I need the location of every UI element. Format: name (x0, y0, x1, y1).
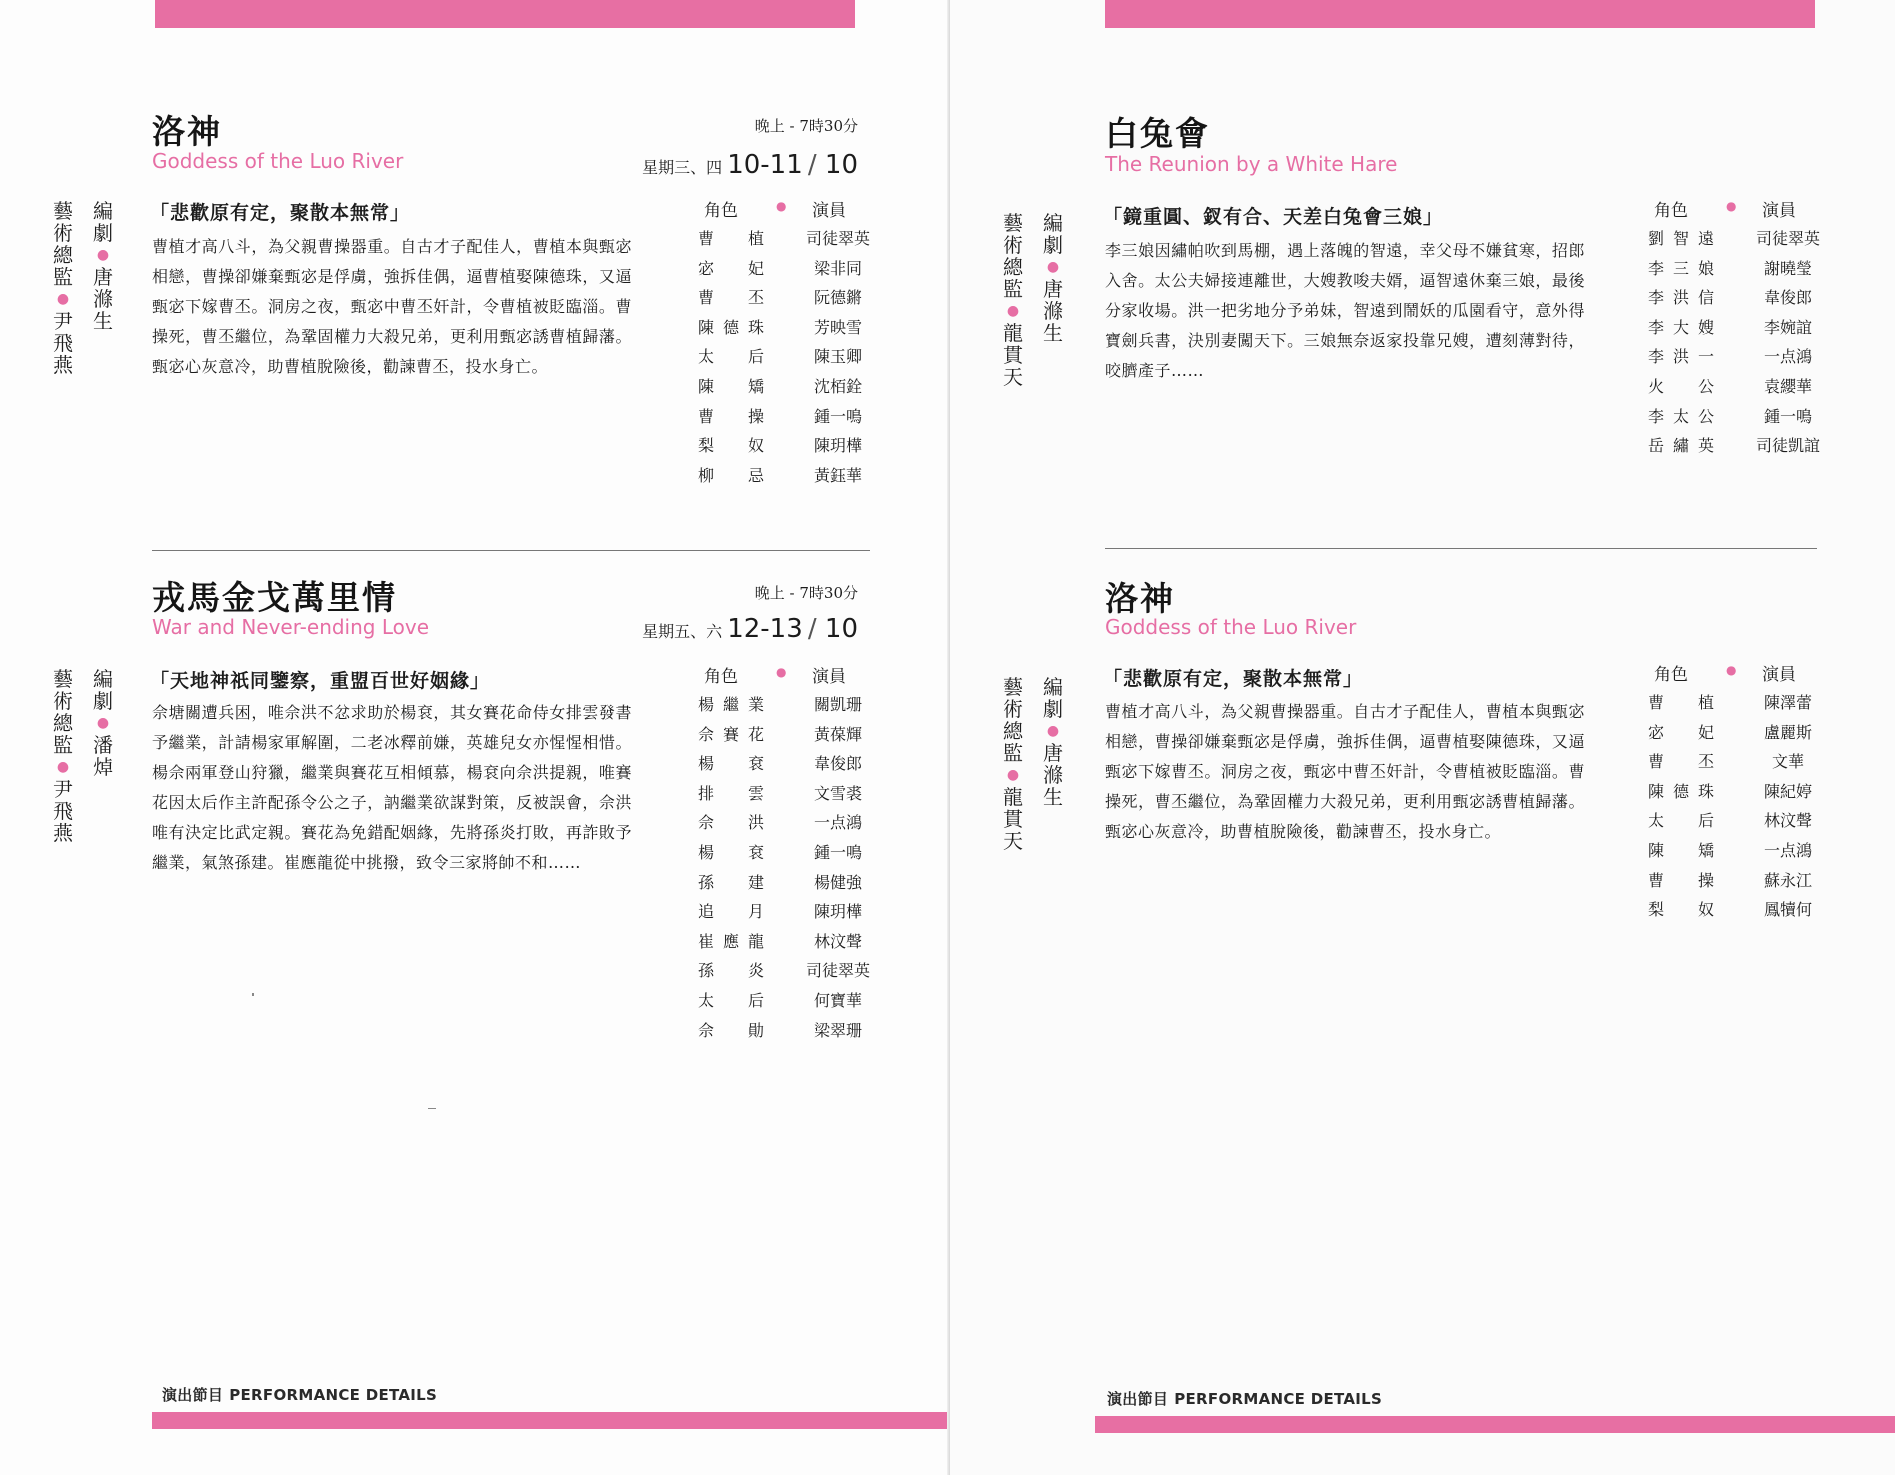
writer-name: 唐 滌 生 (1043, 741, 1063, 809)
footer-en: PERFORMANCE DETAILS (229, 1386, 438, 1404)
paper-speck (428, 1108, 436, 1109)
weekday-label: 星期五、六 (642, 622, 723, 641)
title-en: War and Never-ending Love (152, 615, 430, 639)
show-time: 晚上 - 7時30分 (754, 584, 858, 602)
cast-header: 角色 ● 演員 (704, 662, 738, 687)
show-dates: 星期五、六 12-13 / 10 (642, 614, 858, 644)
title-zh: 戎馬金戈萬里情 (152, 578, 397, 617)
top-accent-bar (1105, 0, 1815, 28)
director-name: 尹 飛 燕 (53, 777, 73, 845)
synopsis: 佘塘關遭兵困，唯佘洪不忿求助於楊袞，其女賽花命侍女排雲發書予繼業，計請楊家軍解圍，二老冰釋前嫌，英雄兒女亦惺惺相惜。楊佘兩軍登山狩獵，繼業與賽花互相傾慕，楊袞向佘洪提親，唯賽花因太后作主許配孫令公之子，訥繼業欲謀對策，反被誤會，佘洪唯有決定比武定親。賽花為免錯配姻緣，先將孫炎打敗，再詐敗予繼業，氣煞孫建。崔應龍從中挑撥，致令三家將帥不和…… (152, 703, 632, 872)
director-name: 龍 貫 天 (1003, 785, 1023, 853)
cast-header: 角色 ● 演員 (1654, 660, 1688, 685)
synopsis: 曹植才高八斗，為父親曹操器重。自古才子配佳人，曹植本與甄宓相戀，曹操卻嫌棄甄宓是俘虜，強拆佳偶，逼曹植娶陳德珠，又逼甄宓下嫁曹丕。洞房之夜，甄宓中曹丕奸計，令曹植被貶臨淄。曹操死，曹丕繼位，為鞏固權力大殺兄弟，更利用甄宓誘曹植歸藩。甄宓心灰意冷，助曹植脫險後，勸諫曹丕，投水身亡。 (152, 237, 632, 376)
title-zh: 洛神 (152, 112, 222, 151)
footer-zh: 演出節目 (162, 1386, 224, 1404)
date-range: 12-13 (727, 614, 803, 644)
writer-label: 編 劇 (93, 667, 113, 713)
date-range: 10-11 (727, 150, 803, 180)
synopsis: 李三娘因繡帕吹到馬棚，遇上落魄的智遠，幸父母不嫌貧寒，招郎入舍。太公夫婦接連離世，大嫂教唆夫婿，逼智遠休棄三娘，最後分家收場。洪一把劣地分予弟妹，智遠到鬧妖的瓜園看守，意外得寶劍兵書，決別妻闖天下。三娘無奈返家投靠兄嫂，遭刻薄對待，咬臍產子…… (1105, 241, 1585, 380)
director-label: 藝 術 總 監 (1003, 211, 1023, 301)
bottom-accent-bar (1095, 1416, 1895, 1433)
actor-header: 演員 (1762, 665, 1796, 685)
title-zh: 洛神 (1105, 579, 1175, 618)
month: 10 (824, 614, 858, 644)
role-header: 角色 (1654, 665, 1688, 685)
month: 10 (824, 150, 858, 180)
writer-label: 編 劇 (1043, 675, 1063, 721)
writer-label: 編 劇 (1043, 211, 1063, 257)
director-label: 藝 術 總 監 (53, 199, 73, 289)
tagline: 「鏡重圓、釵有合、天差白兔會三娘」 (1103, 206, 1444, 228)
show-time: 晚上 - 7時30分 (754, 117, 858, 135)
actor-header: 演員 (812, 201, 846, 221)
director-name: 龍 貫 天 (1003, 321, 1023, 389)
role-header: 角色 (704, 667, 738, 687)
actor-header: 演員 (812, 667, 846, 687)
title-zh: 白兔會 (1105, 114, 1210, 153)
title-en: Goddess of the Luo River (152, 149, 404, 173)
role-header: 角色 (704, 201, 738, 221)
tagline: 「天地神祇同鑒察，重盟百世好姻緣」 (150, 670, 491, 692)
writer-name: 潘 焯 (93, 733, 113, 779)
footer-label (1107, 1388, 1382, 1409)
show-dates: 星期三、四 10-11 / 10 (642, 150, 858, 180)
footer-en: PERFORMANCE DETAILS (1174, 1390, 1383, 1408)
footer-label (162, 1384, 437, 1405)
director-label: 藝 術 總 監 (1003, 675, 1023, 765)
cast-header: 角色 ● 演員 (704, 196, 738, 221)
footer-zh: 演出節目 (1107, 1390, 1169, 1408)
top-accent-bar (155, 0, 855, 28)
title-en: The Reunion by a White Hare (1105, 152, 1398, 176)
section-divider (152, 550, 870, 551)
title-en: Goddess of the Luo River (1105, 615, 1357, 639)
synopsis: 曹植才高八斗，為父親曹操器重。自古才子配佳人，曹植本與甄宓相戀，曹操卻嫌棄甄宓是俘虜，強拆佳偶，逼曹植娶陳德珠，又逼甄宓下嫁曹丕。洞房之夜，甄宓中曹丕奸計，令曹植被貶臨淄。曹操死，曹丕繼位，為鞏固權力大殺兄弟，更利用甄宓誘曹植歸藩。甄宓心灰意冷，助曹植脫險後，勸諫曹丕，投水身亡。 (1105, 702, 1585, 841)
tagline: 「悲歡原有定，聚散本無常」 (1103, 668, 1364, 690)
writer-name: 唐 滌 生 (1043, 277, 1063, 345)
weekday-label: 星期三、四 (642, 158, 723, 177)
role-header: 角色 (1654, 201, 1688, 221)
paper-speck (252, 993, 254, 996)
tagline: 「悲歡原有定，聚散本無常」 (150, 202, 411, 224)
bottom-accent-bar (152, 1412, 950, 1429)
writer-label: 編 劇 (93, 199, 113, 245)
section-divider (1105, 548, 1817, 549)
director-label: 藝 術 總 監 (53, 667, 73, 757)
cast-header: 角色 ● 演員 (1654, 196, 1688, 221)
left-page: 洛神 Goddess of the Luo River 「悲歡原有定，聚散本無常」 曹植才高八斗，為父親曹操器重。自古才子配佳人，曹植本與甄宓相戀，曹操卻嫌棄甄宓是俘虜，強拆佳偶，逼曹植娶陳德珠，又逼甄宓下嫁曹丕。洞房之夜，甄宓中曹丕奸計，令曹植被貶臨淄。曹操死，曹丕繼位，為鞏固權力大殺兄弟，更利用甄宓誘曹植歸藩。甄宓心灰意冷，助曹植脫險後，勸諫曹丕，投水身亡。 編 劇 ● 唐 滌 生 藝 術 總 監 ● 尹 飛 燕 角色 ● 演員 曹植 司徒翠英 宓妃 梁非同 曹丕 阮德鏘 陳德珠 芳映雪 太后 陳玉卿 陳矯 沈栢銓 曹操 鍾一鳴 梨奴 陳玥樺 柳忌 黃鈺華 戎馬金戈萬里情 War and Never-ending Love 「天地神祇同鑒察，重盟百世好姻緣」 佘塘關遭兵困，唯佘洪不忿求助於楊袞，其女賽花命侍女排雲發書予繼業，計請楊家軍解圍，二老冰釋前嫌，英雄兒女亦惺惺相惜。楊佘兩軍登山狩獵，繼業與賽花互相傾慕，楊袞向佘洪提親，唯賽花因太后作主許配孫令公之子，訥繼業欲謀對策，反被誤會，佘洪唯有決定比武定親。賽花為免錯配姻緣，先將孫炎打敗，再詐敗予繼業，氣煞孫建。崔應龍從中挑撥，致令三家將帥不和…… 編 劇 ● 潘 焯 藝 術 總 監 ● 尹 飛 燕 角色 ● 演員 楊繼業 關凱珊 佘賽花 黃葆輝 楊袞 韋俊郎 排雲 文雪裘 佘洪 一点鴻 楊袞 鍾一鳴 孫建 楊健強 追月 陳玥樺 崔應龍 林汶聲 孫炎 司徒翠英 太后 何寶華 佘勛 梁翠珊 演出節目 PERFORMANCE DETAILS (0, 0, 950, 1475)
actor-header: 演員 (1762, 201, 1796, 221)
right-page: 白兔會 The Reunion by a White Hare 晚上 - 7時30分 星期三、四 10-11 / 10 「鏡重圓、釵有合、天差白兔會三娘」 李三娘因繡帕吹到馬棚，遇上落魄的智遠，幸父母不嫌貧寒，招郎入舍。太公夫婦接連離世，大嫂教唆夫婿，逼智遠休棄三娘，最後分家收場。洪一把劣地分予弟妹，智遠到鬧妖的瓜園看守，意外得寶劍兵書，決別妻闖天下。三娘無奈返家投靠兄嫂，遭刻薄對待，咬臍產子…… 編 劇 ● 唐 滌 生 藝 術 總 監 ● 龍 貫 天 角色 ● 演員 劉智遠 司徒翠英 李三娘 謝曉瑩 李洪信 韋俊郎 李大嫂 李婉誼 李洪一 一点鴻 火公 袁纓華 李太公 鍾一鳴 岳繡英 司徒凱誼 洛神 Goddess of the Luo River 晚上 - 7時30分 星期五、六 12-13 / 10 「悲歡原有定，聚散本無常」 曹植才高八斗，為父親曹操器重。自古才子配佳人，曹植本與甄宓相戀，曹操卻嫌棄甄宓是俘虜，強拆佳偶，逼曹植娶陳德珠，又逼甄宓下嫁曹丕。洞房之夜，甄宓中曹丕奸計，令曹植被貶臨淄。曹操死，曹丕繼位，為鞏固權力大殺兄弟，更利用甄宓誘曹植歸藩。甄宓心灰意冷，助曹植脫險後，勸諫曹丕，投水身亡。 編 劇 ● 唐 滌 生 藝 術 總 監 ● 龍 貫 天 角色 ● 演員 曹植 陳澤蕾 宓妃 盧麗斯 曹丕 文華 陳德珠 陳紀婷 太后 林汶聲 陳矯 一点鴻 曹操 蘇永江 梨奴 鳳犢何 演出節目 PERFORMANCE DETAILS (950, 0, 1895, 1475)
director-name: 尹 飛 燕 (53, 309, 73, 377)
writer-name: 唐 滌 生 (93, 265, 113, 333)
